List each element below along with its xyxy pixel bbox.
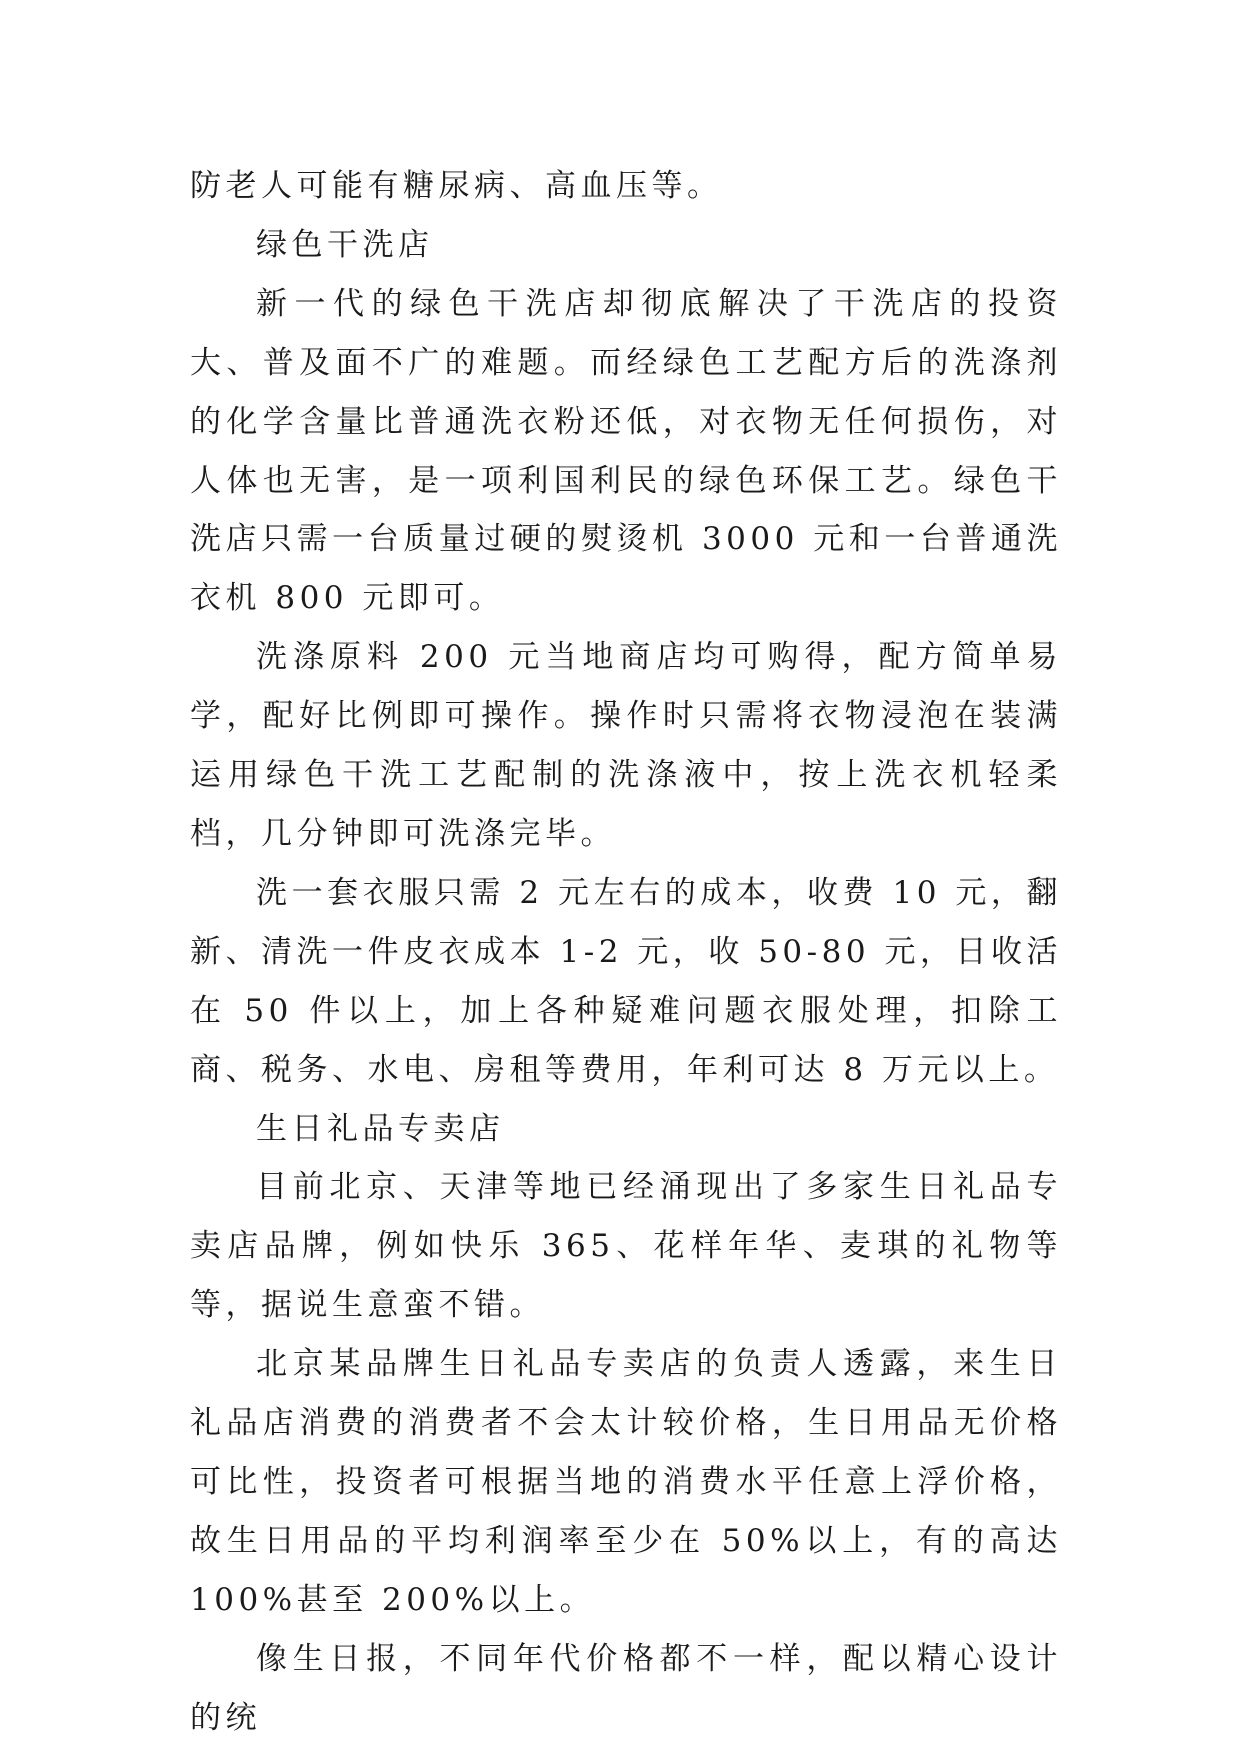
paragraph-costs-profit: 洗一套衣服只需 2 元左右的成本，收费 10 元，翻新、清洗一件皮衣成本 1-2 元，收 50-80 元，日收活在 50 件以上，加上各种疑难问题衣服处理，扣除工商、税务、水电、房租等费用，年利可达 8 万元以上。 (190, 874, 1062, 1088)
paragraph-birthday-brands: 目前北京、天津等地已经涌现出了多家生日礼品专卖店品牌，例如快乐 365、花样年华、麦琪的礼物等等，据说生意蛮不错。 (190, 1169, 1062, 1324)
paragraph-washing-materials: 洗涤原料 200 元当地商店均可购得，配方简单易学，配好比例即可操作。操作时只需将衣物浸泡在装满运用绿色干洗工艺配制的洗涤液中，按上洗衣机轻柔档，几分钟即可洗涤完毕。 (190, 639, 1062, 852)
paragraph-birthday-pricing: 北京某品牌生日礼品专卖店的负责人透露，来生日礼品店消费的消费者不会太计较价格，生日用品无价格可比性，投资者可根据当地的消费水平任意上浮价格，故生日用品的平均利润率至少在 50%以上，有的高达 100%甚至 200%以上。 (190, 1346, 1062, 1618)
paragraph-green-dry-cleaner-intro: 新一代的绿色干洗店却彻底解决了干洗店的投资大、普及面不广的难题。而经绿色工艺配方后的洗涤剂的化学含量比普通洗衣粉还低，对衣物无任何损伤，对人体也无害，是一项利国利民的绿色环保工艺。绿色干洗店只需一台质量过硬的熨烫机 3000 元和一台普通洗衣机 800 元即可。 (190, 285, 1062, 617)
heading-birthday-gift-store: 生日礼品专卖店 (256, 1110, 505, 1147)
body-text (190, 157, 1062, 1747)
paragraph-birthday-newspaper: 像生日报，不同年代价格都不一样，配以精心设计的统 (190, 1640, 1062, 1736)
paragraph-continuation: 防老人可能有糖尿病、高血压等。 (190, 168, 723, 204)
heading-green-dry-cleaner: 绿色干洗店 (256, 226, 434, 263)
